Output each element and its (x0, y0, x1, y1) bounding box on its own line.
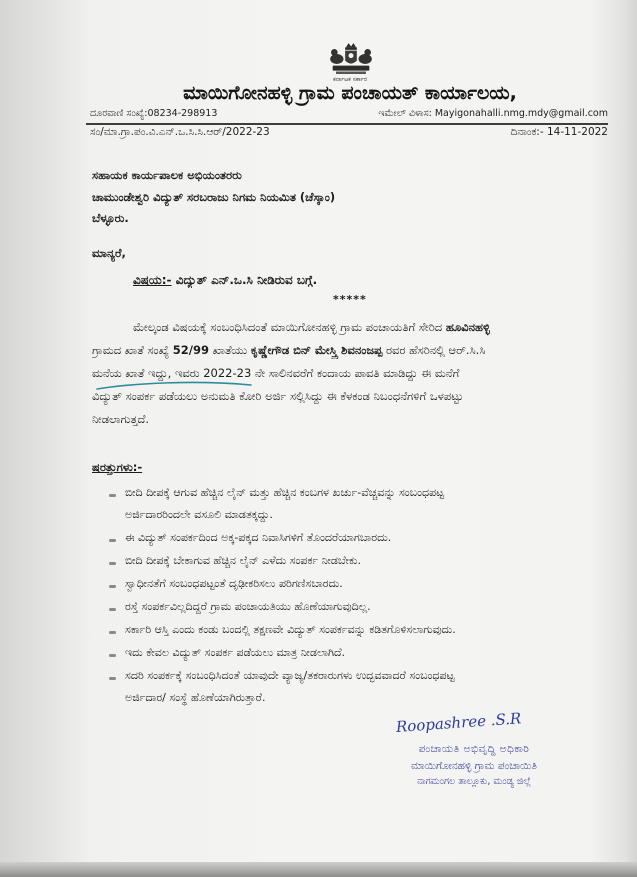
body-line (92, 412, 605, 428)
bullet-mark (109, 494, 116, 497)
date-line (480, 125, 608, 139)
bullet-mark (109, 654, 116, 657)
owner-name: ಕೃಷ್ಣೇಗೌಡ ಬಿನ್ ಮೇಸ್ತ್ರಿ ಶಿವನಂಜಪ್ಪ (250, 343, 383, 357)
bullet-mark (109, 631, 116, 634)
bullet-mark (109, 608, 116, 611)
condition-item: ಸರ್ಕಾರಿ ಆಸ್ತಿ ಎಂದು ಕಂಡು ಬಂದಲ್ಲಿ ತಕ್ಷಣವೇ ವಿದ್ಯುತ್ ಸಂಪರ್ಕವನ್ನು ಕಡಿತಗೊಳಿಸಲಾಗುವುದು. (125, 623, 456, 636)
stamp-designation: ಪಂಚಾಯತಿ ಅಭಿವೃದ್ಧಿ ಅಧಿಕಾರಿ (418, 743, 530, 755)
date-label: ದಿನಾಂಕ:- (510, 126, 547, 138)
reference-number: ಸಂ/ಮಾ.ಗ್ರಾ.ಪಂ.ವಿ.ಎನ್.ಒ.ಸಿ.ಸಿ.ಆರ್/2022-23 (90, 126, 270, 138)
body-text: ಗ್ರಾಮದ ಖಾತೆ ಸಂಖ್ಯೆ (92, 343, 173, 357)
karnataka-emblem-icon (326, 42, 376, 76)
bullet-mark (109, 677, 116, 680)
khata-number: 52/99 (172, 343, 209, 357)
condition-item: ಸದರಿ ಸಂಪರ್ಕಕ್ಕೆ ಸಂಬಂಧಿಸಿದಂತೆ ಯಾವುದೇ ವ್ಯಾಜ್ಯ/ತಕರಾರುಗಳು ಉದ್ಭವವಾದರೆ ಸಂಬಂಧಪಟ್ಟ (125, 669, 455, 682)
email-address: Mayigonahalli.nmg.mdy@gmail.com (434, 108, 608, 119)
condition-item: ಇದು ಕೇವಲ ವಿದ್ಯುತ್ ಸಂಪರ್ಕ ಪಡೆಯಲು ಮಾತ್ರ ನೀಡಲಾಗಿದೆ. (125, 646, 346, 659)
body-line (133, 320, 605, 336)
email-line (352, 108, 608, 121)
bullet-mark (109, 539, 116, 542)
condition-item: ಬೀದಿ ದೀಪಕ್ಕೆ ಬೇಕಾಗುವ ಹೆಚ್ಚಿನ ಲೈನ್ ಎಳೆದು ಸಂಪರ್ಕ ನೀಡಬೇಕು. (125, 554, 361, 567)
body-text: ಖಾತೆಯು (208, 343, 251, 357)
body-text: ವಿದ್ಯುತ್ ಸಂಪರ್ಕ ಪಡೆಯಲು ಅನುಮತಿ ಕೋರಿ ಅರ್ಜಿ ಸಲ್ಲಿಸಿದ್ದು ಈ ಕೆಳಕಂಡ ನಿಬಂಧನೆಗಳಿಗೆ ಒಳಪಟ್ಟು (92, 389, 464, 403)
condition-item-continued: ಅರ್ಜಿದಾರ/ ಸಂಸ್ಥೆ ಹೊಣೆಯಾಗಿರುತ್ತಾರೆ. (125, 691, 266, 704)
village-name: ಹೂವಿನಹಳ್ಳಿ (445, 320, 490, 334)
handwritten-signature: Roopashree .S.R (395, 709, 522, 736)
body-text: ನೀಡಲಾಗುತ್ತದೆ. (92, 412, 150, 426)
stamp-location: ನಾಗಮಂಗಲ ತಾಲ್ಲೂಕು, ಮಂಡ್ಯ ಜಿಲ್ಲೆ (416, 776, 532, 787)
body-line (92, 389, 605, 405)
scan-bottom-edge (0, 862, 637, 877)
body-text: ಮೇಲ್ಕಂಡ ವಿಷಯಕ್ಕೆ ಸಂಬಂಧಿಸಿದಂತೆ ಮಾಯಿಗೋನಹಳ್ಳಿ ಗ್ರಾಮ ಪಂಚಾಯತಿಗೆ ಸೇರಿದ (133, 320, 446, 334)
bullet-mark (109, 562, 116, 565)
office-title: ಮಾಯಿಗೋನಹಳ್ಳಿ ಗ್ರಾಮ ಪಂಚಾಯತ್ ಕಾರ್ಯಾಲಯ, (183, 82, 517, 104)
subject-text: ವಿದ್ಯುತ್ ಎನ್.ಒ.ಸಿ ನೀಡಿರುವ ಬಗ್ಗೆ. (171, 273, 318, 287)
body-line (92, 343, 605, 359)
salutation: ಮಾನ್ಯರೆ, (92, 246, 126, 260)
condition-item: ಬೀದಿ ದೀಪಕ್ಕೆ ಆಗುವ ಹೆಚ್ಚಿನ ಲೈನ್ ಮತ್ತು ಹೆಚ್ಚಿನ ಕಂಬಗಳ ಖರ್ಚು-ವೆಚ್ಚವನ್ನು ಸಂಬಂಧಪಟ್ಟ (125, 486, 445, 499)
body-text: ರವರ ಹೆಸರಿನಲ್ಲಿ ಆರ್.ಸಿ.ಸಿ (382, 343, 486, 357)
condition-item: ರಸ್ತೆ ಸಂಪರ್ಕವಿಲ್ಲದಿದ್ದರೆ ಗ್ರಾಮ ಪಂಚಾಯತಿಯು ಹೊಣೆಯಾಗುವುದಿಲ್ಲ. (125, 600, 371, 613)
condition-item: ಈ ವಿದ್ಯುತ್ ಸಂಪರ್ಕದಿಂದ ಅಕ್ಕ-ಪಕ್ಕದ ನಿವಾಸಿಗಳಿಗೆ ತೊಂದರೆಯಾಗಬಾರದು. (125, 531, 392, 544)
separator-stars: ***** (333, 293, 367, 306)
phone-number: ದೂರವಾಣಿ ಸಂಖ್ಯೆ:08234-298913 (90, 108, 218, 119)
stamp-office: ಮಾಯಿಗೋನಹಳ್ಳಿ ಗ್ರಾಮ ಪಂಚಾಯಿತಿ (411, 760, 537, 772)
bullet-mark (109, 585, 116, 588)
subject-line (133, 272, 433, 288)
emblem-caption: ಕರ್ನಾಟಕ ಸರ್ಕಾರ (332, 76, 368, 83)
subject-label: ವಿಷಯ:- (133, 273, 172, 287)
body-text: ಮನೆಯ ಖಾತೆ ಇದ್ದು, ಇವರು 2022-23 ನೇ ಸಾಲಿನವರೆಗೆ ಕಂದಾಯ ಪಾವತಿ ಮಾಡಿದ್ದು ಈ ಮನೆಗೆ (92, 366, 460, 380)
recipient-place: ಬೆಳ್ಳೂರು. (92, 211, 129, 225)
condition-item: ಸ್ವಾಧೀನತೆಗೆ ಸಂಬಂಧಪಟ್ಟಂತೆ ದೃಢೀಕರಿಸಲು ಪರಿಗಣಿಸಬಾರದು. (125, 577, 343, 590)
recipient-organisation: ಚಾಮುಂಡೇಶ್ವರಿ ವಿದ್ಯುತ್ ಸರಬರಾಜು ನಿಗಮ ನಿಯಮಿತ (ಚೆಸ್ಕಾಂ) (92, 190, 336, 204)
email-label: ಇಮೇಲ್ ವಿಳಾಸ: (378, 108, 435, 119)
condition-item-continued: ಅರ್ಜಿದಾರರಿಂದಲೇ ವಸೂಲಿ ಮಾಡತಕ್ಕದ್ದು. (125, 508, 273, 521)
recipient-designation: ಸಹಾಯಕ ಕಾರ್ಯಪಾಲಕ ಅಭಿಯಂತರರು (92, 168, 242, 182)
letter-date: 14-11-2022 (546, 126, 608, 138)
conditions-heading: ಷರತ್ತುಗಳು:- (92, 460, 143, 474)
